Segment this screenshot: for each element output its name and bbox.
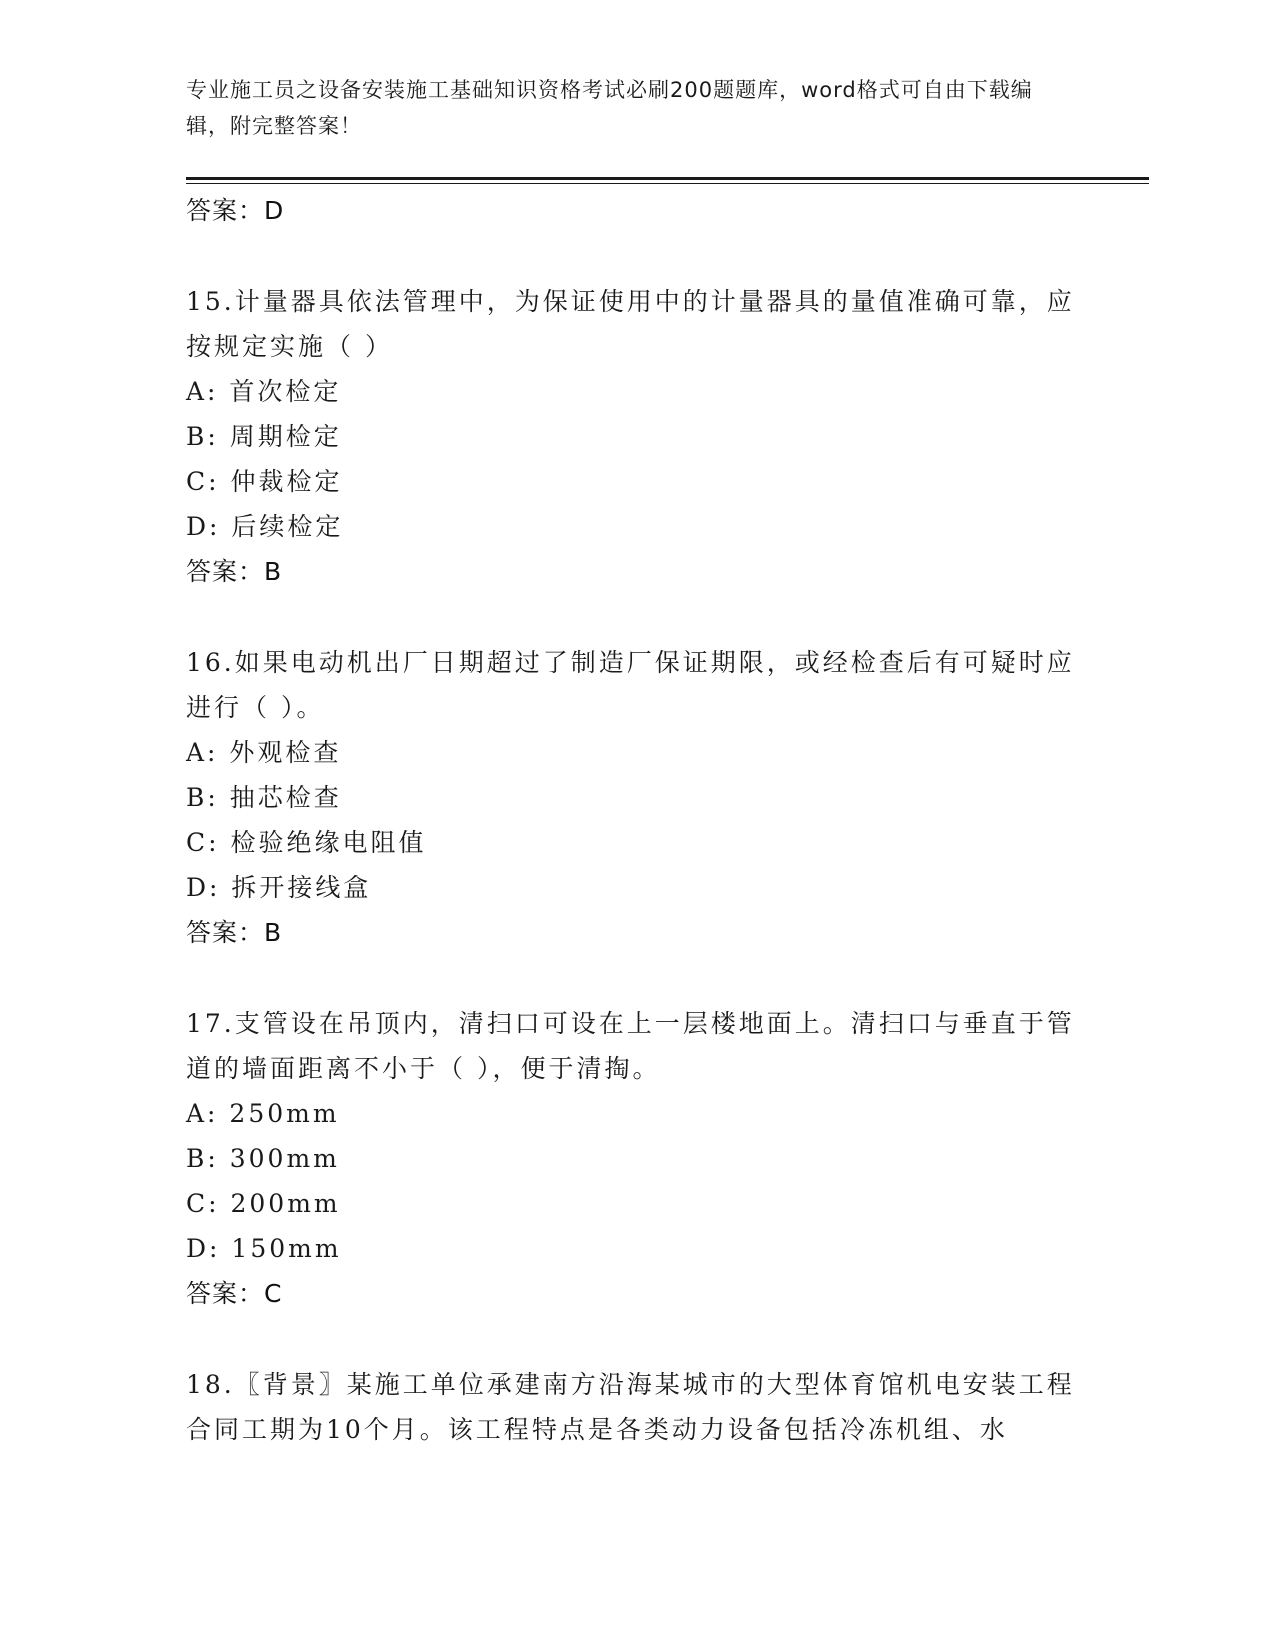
question-block xyxy=(186,279,1086,594)
question-block xyxy=(186,640,1086,955)
option-d: D: 后续检定 xyxy=(186,512,344,541)
option-a: A: 250mm xyxy=(186,1099,340,1128)
header-divider-thin xyxy=(186,183,1149,184)
answer-line: 答案：C xyxy=(186,1279,283,1308)
option-b: B: 300mm xyxy=(186,1144,340,1173)
question-block xyxy=(186,1362,1086,1452)
option-c: C: 200mm xyxy=(186,1189,341,1218)
question-text: 18.〖背景〗某施工单位承建南方沿海某城市的大型体育馆机电安装工程合同工期为10个月。该工程特点是各类动力设备包括冷冻机组、水 xyxy=(186,1370,1075,1444)
answer-line: 答案：B xyxy=(186,918,283,947)
option-a: A: 外观检查 xyxy=(186,738,342,767)
option-c: C: 检验绝缘电阻值 xyxy=(186,828,427,857)
header-divider-thick xyxy=(186,177,1149,180)
option-d: D: 150mm xyxy=(186,1234,342,1263)
question-text: 17.支管设在吊顶内，清扫口可设在上一层楼地面上。清扫口与垂直于管道的墙面距离不小于（ ），便于清掏。 xyxy=(186,1009,1075,1083)
answer-line: 答案：B xyxy=(186,557,283,586)
question-text: 16.如果电动机出厂日期超过了制造厂保证期限，或经检查后有可疑时应进行（ ）。 xyxy=(186,648,1075,722)
option-c: C: 仲裁检定 xyxy=(186,467,343,496)
option-a: A: 首次检定 xyxy=(186,377,342,406)
question-text: 15.计量器具依法管理中，为保证使用中的计量器具的量值准确可靠，应按规定实施（ ） xyxy=(186,287,1075,361)
option-d: D: 拆开接线盒 xyxy=(186,873,372,902)
answer-line: 答案：D xyxy=(186,196,285,225)
question-block xyxy=(186,1001,1086,1316)
option-b: B: 周期检定 xyxy=(186,422,342,451)
document-header: 专业施工员之设备安装施工基础知识资格考试必刷200题题库，word格式可自由下载编辑，附完整答案！ xyxy=(186,78,1033,138)
option-b: B: 抽芯检查 xyxy=(186,783,342,812)
question-list xyxy=(186,188,1086,1452)
